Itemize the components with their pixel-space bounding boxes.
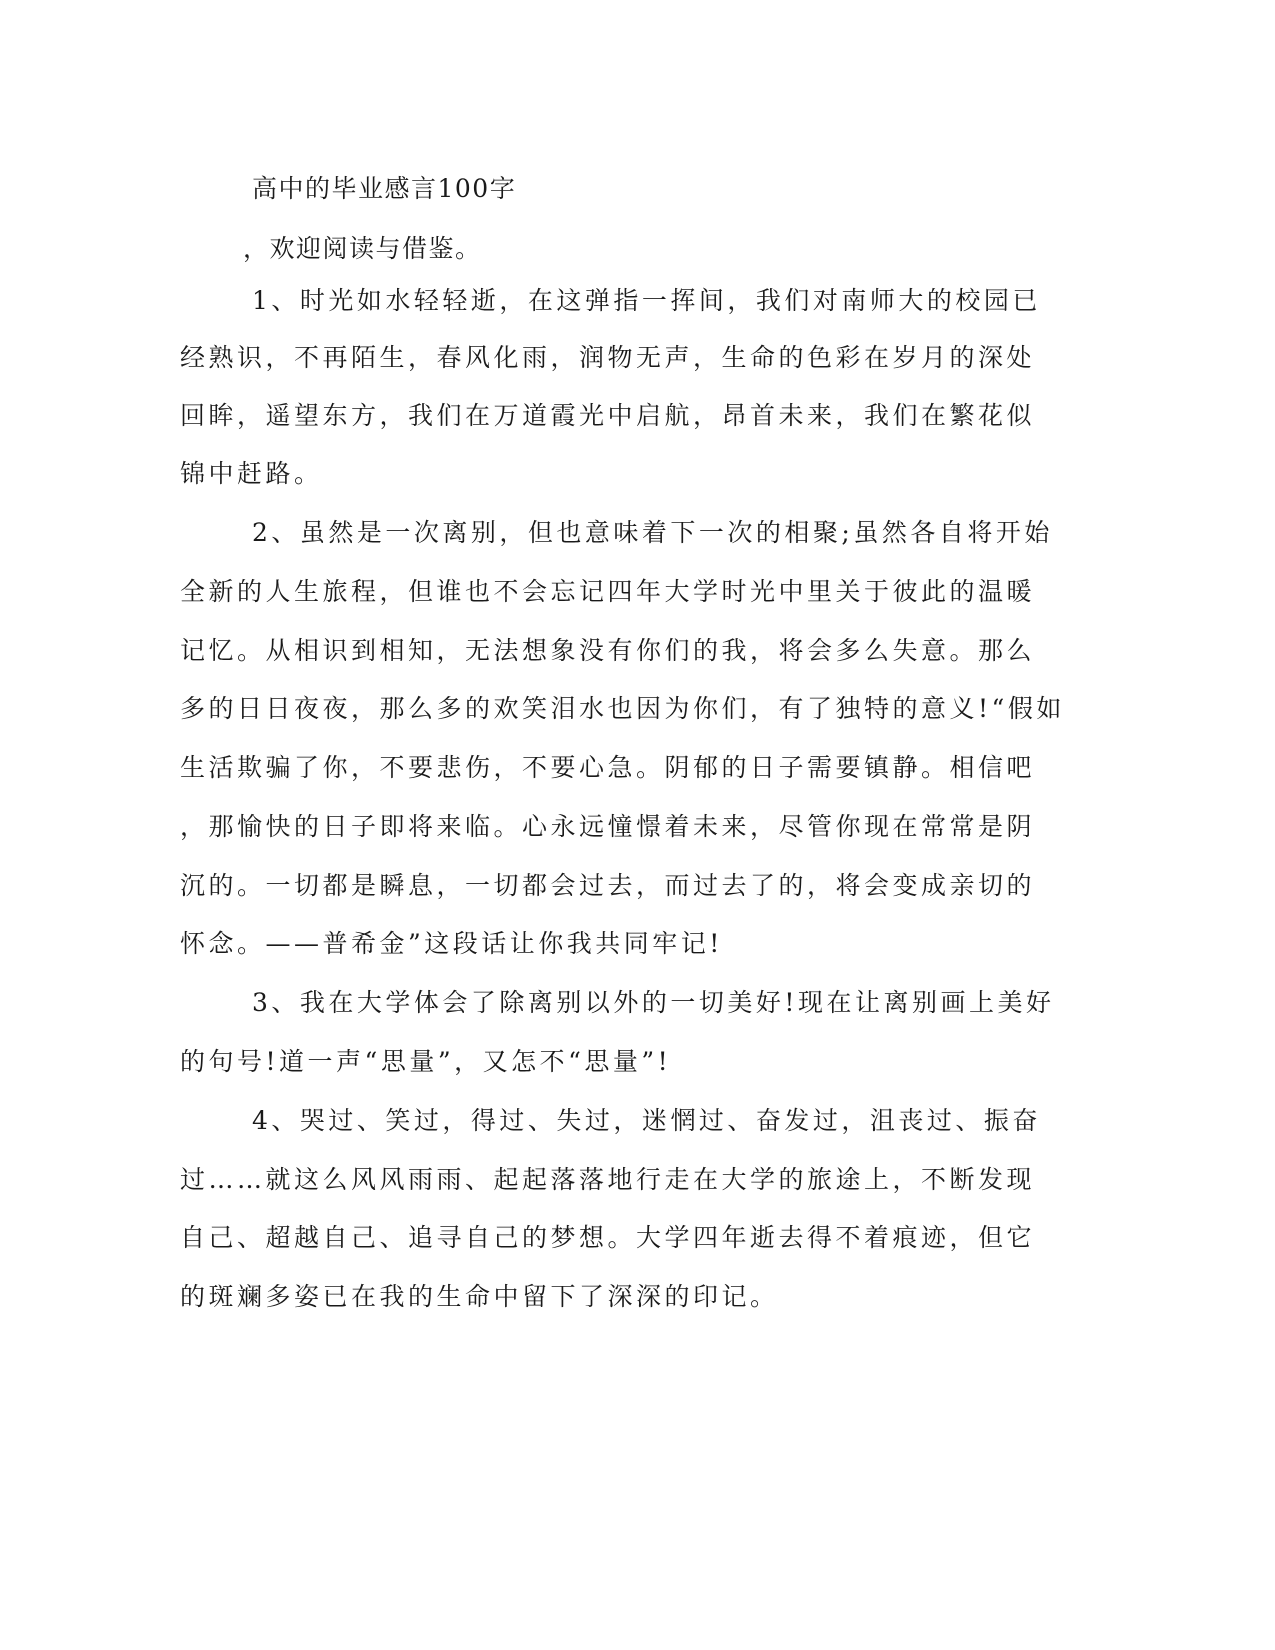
paragraph-2-line-1: 2、虽然是一次离别，但也意味着下一次的相聚;虽然各自将开始	[252, 518, 1053, 547]
paragraph-1-line-4: 锦中赶路。	[180, 459, 323, 488]
paragraph-1-line-1: 1、时光如水轻轻逝，在这弹指一挥间，我们对南师大的校园已	[252, 286, 1041, 315]
paragraph-3-line-2: 的句号!道一声“思量”，又怎不“思量”!	[180, 1047, 672, 1076]
paragraph-2-line-3: 记忆。从相识到相知，无法想象没有你们的我，将会多么失意。那么	[180, 636, 1036, 665]
paragraph-4-line-2: 过……就这么风风雨雨、起起落落地行走在大学的旅途上，不断发现	[180, 1165, 1036, 1194]
intro-line: ，欢迎阅读与借鉴。	[243, 234, 482, 263]
paragraph-2-line-2: 全新的人生旅程，但谁也不会忘记四年大学时光中里关于彼此的温暖	[180, 577, 1036, 606]
paragraph-2-line-7: 沉的。一切都是瞬息，一切都会过去，而过去了的，将会变成亲切的	[180, 871, 1036, 900]
paragraph-4-line-3: 自己、超越自己、追寻自己的梦想。大学四年逝去得不着痕迹，但它	[180, 1223, 1036, 1252]
paragraph-3-line-1: 3、我在大学体会了除离别以外的一切美好!现在让离别画上美好	[252, 988, 1055, 1017]
paragraph-1-line-3: 回眸，遥望东方，我们在万道霞光中启航，昂首未来，我们在繁花似	[180, 401, 1036, 430]
paragraph-4-line-4: 的斑斓多姿已在我的生命中留下了深深的印记。	[180, 1282, 779, 1311]
paragraph-2-line-8: 怀念。——普希金”这段话让你我共同牢记!	[180, 929, 723, 958]
paragraph-2-line-5: 生活欺骗了你，不要悲伤，不要心急。阴郁的日子需要镇静。相信吧	[180, 753, 1036, 782]
paragraph-4-line-1: 4、哭过、笑过，得过、失过，迷惘过、奋发过，沮丧过、振奋	[252, 1106, 1041, 1135]
document-title: 高中的毕业感言100字	[252, 174, 517, 203]
paragraph-1-line-2: 经熟识，不再陌生，春风化雨，润物无声，生命的色彩在岁月的深处	[180, 343, 1036, 372]
paragraph-2-line-4: 多的日日夜夜，那么多的欢笑泪水也因为你们，有了独特的意义!“假如	[180, 694, 1065, 723]
paragraph-2-line-6: ，那愉快的日子即将来临。心永远憧憬着未来，尽管你现在常常是阴	[180, 812, 1036, 841]
